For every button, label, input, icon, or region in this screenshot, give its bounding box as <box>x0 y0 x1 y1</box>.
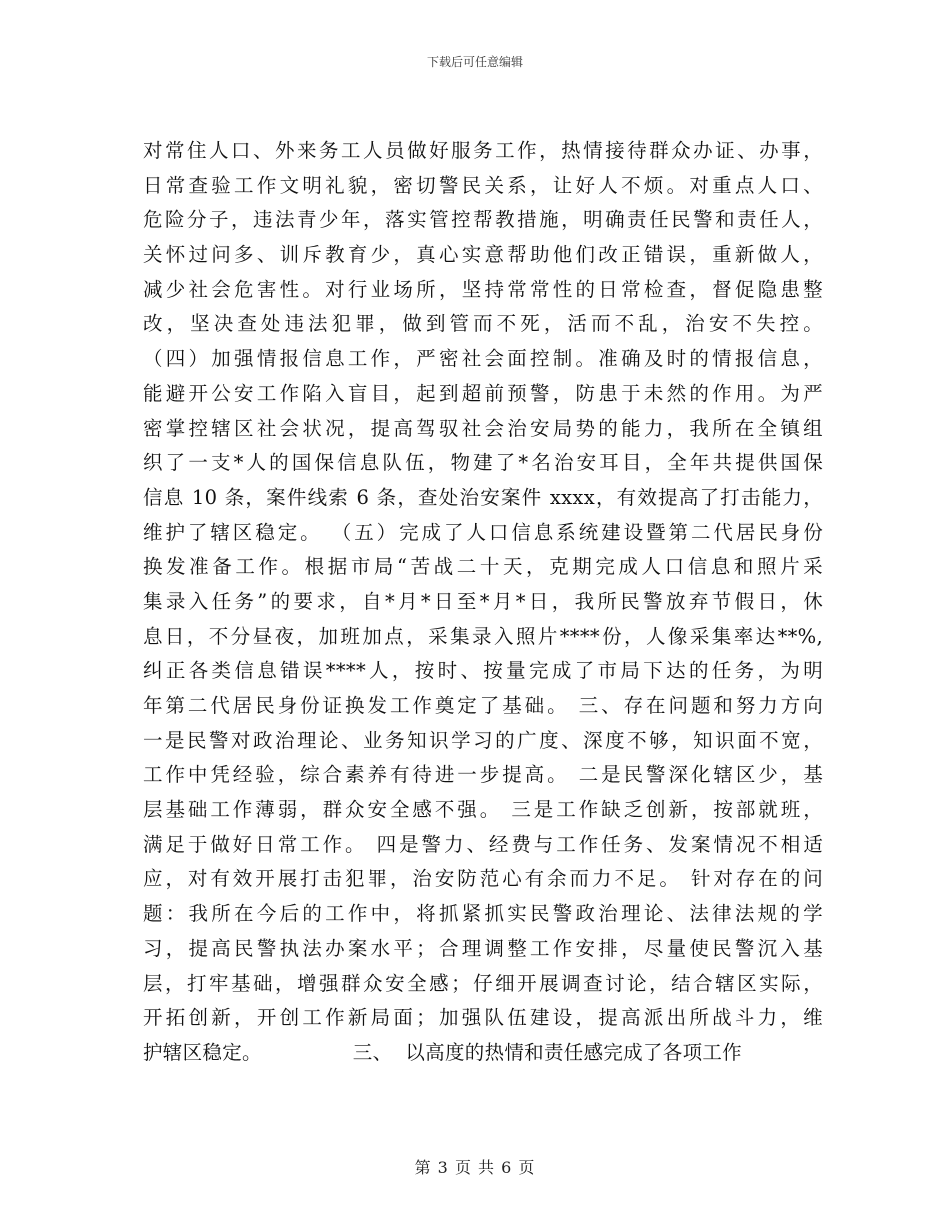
text-line: 护辖区稳定。 三、 以高度的热情和责任感完成了各项工作 <box>143 1040 742 1064</box>
text-line: 题：我所在今后的工作中，将抓紧抓实民警政治理论、法律法规的学 <box>143 902 823 926</box>
text-line: 信息 10 条，案件线索 6 条，查处治安案件 xxxx，有效提高了打击能力， <box>143 485 823 509</box>
page-number-footer: 第 3 页 共 6 页 <box>414 1158 536 1177</box>
text-line: 密掌控辖区社会状况，提高驾驭社会治安局势的能力，我所在全镇组 <box>143 416 823 440</box>
text-line: 息日，不分昼夜，加班加点，采集录入照片****份，人像采集率达**%, <box>143 624 823 648</box>
text-line: 一是民警对政治理论、业务知识学习的广度、深度不够，知识面不宽， <box>143 728 823 752</box>
text-line: 能避开公安工作陷入盲目，起到超前预警，防患于未然的作用。为严 <box>143 381 823 405</box>
text-line: 改，坚决查处违法犯罪，做到管而不死，活而不乱，治安不失控。 <box>143 312 823 336</box>
text-line: 维护了辖区稳定。 （五）完成了人口信息系统建设暨第二代居民身份 <box>143 520 823 544</box>
text-line: 满足于做好日常工作。 四是警力、经费与工作任务、发案情况不相适 <box>143 832 823 856</box>
text-line: 织了一支*人的国保信息队伍，物建了*名治安耳目，全年共提供国保 <box>143 451 823 475</box>
text-line: 关怀过问多、训斥教育少，真心实意帮助他们改正错误，重新做人， <box>143 243 823 267</box>
text-line: （四）加强情报信息工作，严密社会面控制。准确及时的情报信息， <box>143 347 823 371</box>
text-line: 年第二代居民身份证换发工作奠定了基础。 三、存在问题和努力方向 <box>143 694 823 717</box>
text-line: 工作中凭经验，综合素养有待进一步提高。 二是民警深化辖区少，基 <box>143 763 823 787</box>
text-line: 纠正各类信息错误****人，按时、按量完成了市局下达的任务，为明 <box>143 659 823 683</box>
text-line: 对常住人口、外来务工人员做好服务工作，热情接待群众办证、办事， <box>143 139 823 162</box>
text-line: 习，提高民警执法办案水平；合理调整工作安排，尽量使民警沉入基 <box>143 936 823 960</box>
text-line: 危险分子，违法青少年，落实管控帮教措施，明确责任民警和责任人， <box>143 208 823 232</box>
text-line: 日常查验工作文明礼貌，密切警民关系，让好人不烦。对重点人口、 <box>143 173 823 197</box>
text-line: 开拓创新，开创工作新局面；加强队伍建设，提高派出所战斗力，维 <box>143 1006 823 1030</box>
text-line: 集录入任务”的要求，自*月*日至*月*日，我所民警放弃节假日，休 <box>143 589 823 613</box>
text-line: 层基础工作薄弱，群众安全感不强。 三是工作缺乏创新，按部就班， <box>143 798 823 822</box>
document-body <box>143 134 823 1071</box>
text-line: 应，对有效开展打击犯罪，治安防范心有余而力不足。 针对存在的问 <box>143 867 823 891</box>
text-line: 层，打牢基础，增强群众安全感；仔细开展调查讨论，结合辖区实际， <box>143 971 823 995</box>
text-line: 减少社会危害性。对行业场所，坚持常常性的日常检查，督促隐患整 <box>143 277 823 301</box>
text-line: 换发准备工作。根据市局“苦战二十天，克期完成人口信息和照片采 <box>143 555 823 579</box>
page-header-note: 下载后可任意编辑 <box>426 55 523 69</box>
